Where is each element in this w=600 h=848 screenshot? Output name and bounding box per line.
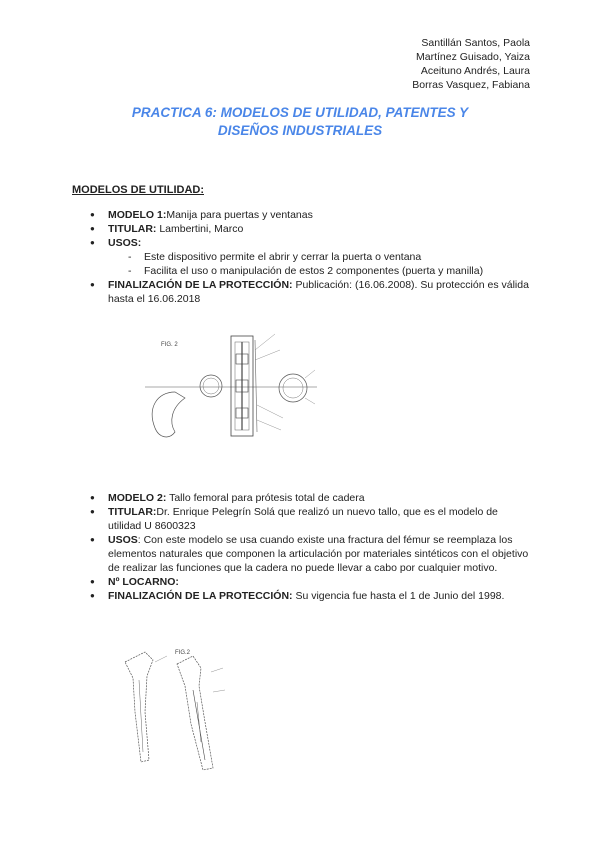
- figure-label: FIG. 2: [161, 342, 178, 348]
- section-heading: MODELOS DE UTILIDAD:: [72, 184, 204, 196]
- modelo2-locarno-item: ● Nº LOCARNO:: [90, 575, 530, 589]
- document-title: PRACTICA 6: MODELOS DE UTILIDAD, PATENTES Y DISEÑOS INDUSTRIALES: [131, 105, 469, 138]
- author-name: Borras Vasquez, Fabiana: [412, 79, 530, 91]
- modelo2-usos-item: ● USOS: Con este modelo se usa cuando existe una fractura del fémur se reemplaza los elementos naturales que componen la articulación por materiales sintéticos con el objetivo de realizar las funciones que la cadera no puede llevar a cabo por cualquier motivo.: [90, 533, 530, 575]
- author-name: Santillán Santos, Paola: [421, 37, 530, 49]
- modelo1-usos-item: ● USOS: - Este dispositivo permite el abrir y cerrar la puerta o ventana - Facilita el uso o manipulación de estos 2 componentes (puerta y manilla): [90, 236, 530, 278]
- uso-item: - Este dispositivo permite el abrir y cerrar la puerta o ventana: [126, 250, 530, 264]
- modelo1-list: [90, 208, 530, 306]
- modelo1-finalizacion-item: ● FINALIZACIÓN DE LA PROTECCIÓN: Publicación: (16.06.2008). Su protección es válida hasta el 16.06.2018: [90, 278, 530, 306]
- modelo1-name-item: ● MODELO 1:Manija para puertas y ventanas: [90, 208, 530, 222]
- modelo2-list: [90, 491, 530, 603]
- author-name: Martínez Guisado, Yaiza: [415, 51, 530, 63]
- author-name: Aceituno Andrés, Laura: [420, 65, 530, 77]
- modelo1-titular-item: ● TITULAR: Lambertini, Marco: [90, 222, 530, 236]
- figure-label: FIG.2: [175, 650, 191, 656]
- uso-item: - Facilita el uso o manipulación de estos 2 componentes (puerta y manilla): [126, 264, 530, 278]
- femoral-stem-figure: [115, 642, 240, 777]
- modelo2-titular-item: ● TITULAR:Dr. Enrique Pelegrín Solá que realizó un nuevo tallo, que es el modelo de utilidad U 8600323: [90, 505, 530, 533]
- modelo2-finalizacion-item: ● FINALIZACIÓN DE LA PROTECCIÓN: Su vigencia fue hasta el 1 de Junio del 1998.: [90, 589, 530, 603]
- modelo1-usos-sublist: [108, 250, 530, 278]
- authors-block: [412, 36, 530, 92]
- handle-patent-figure: [145, 330, 320, 442]
- modelo2-name-item: ● MODELO 2: Tallo femoral para prótesis total de cadera: [90, 491, 530, 505]
